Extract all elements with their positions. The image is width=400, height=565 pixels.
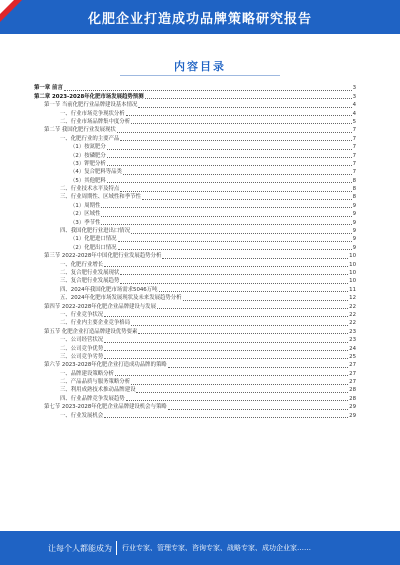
toc-title-underline <box>120 75 280 76</box>
toc-page-number: 22 <box>349 303 356 310</box>
toc-page-number: 9 <box>352 244 356 251</box>
toc-leader-dots <box>107 157 352 158</box>
toc-entry-label: 一、化肥行业的主要产品 <box>60 135 120 142</box>
toc-entry[interactable] <box>34 361 356 369</box>
toc-entry[interactable] <box>34 311 356 319</box>
toc-leader-dots <box>126 400 348 401</box>
toc-entry-label: （1）按氮肥分 <box>70 144 106 151</box>
toc-page-number: 23 <box>349 337 356 344</box>
toc-page-number: 29 <box>349 404 356 411</box>
toc-entry[interactable] <box>34 168 356 176</box>
toc-entry-label: 三、行业周期性、区域性和季节性 <box>60 194 141 201</box>
toc-page-number: 10 <box>349 253 356 260</box>
report-title: 化肥企业打造成功品牌策略研究报告 <box>87 12 312 27</box>
toc-entry-label: 四、行业品牌竞争发展趋势 <box>60 395 125 402</box>
toc-page-number: 9 <box>352 219 356 226</box>
toc-leader-dots <box>104 358 348 359</box>
toc-page-number: 27 <box>349 379 356 386</box>
toc-entry[interactable] <box>34 336 356 344</box>
table-of-contents <box>34 84 356 420</box>
toc-page-number: 3 <box>352 85 356 92</box>
toc-entry[interactable] <box>34 386 356 394</box>
toc-entry-label: （1）周期性 <box>70 202 101 209</box>
toc-entry-label: 二、复合肥行业发展现状 <box>60 269 120 276</box>
toc-entry[interactable] <box>34 143 356 151</box>
toc-entry-label: 三、复合肥行业发展趋势 <box>60 278 120 285</box>
toc-entry-label: 一、化肥行业增长 <box>60 261 104 268</box>
toc-entry-label: （2）区域性 <box>70 211 101 218</box>
toc-leader-dots <box>118 241 352 242</box>
toc-leader-dots <box>159 291 349 292</box>
toc-entry-label: 一、公司经营状况 <box>60 337 104 344</box>
toc-page-number: 7 <box>352 152 356 159</box>
toc-leader-dots <box>136 392 348 393</box>
toc-entry[interactable] <box>34 201 356 209</box>
toc-page-number: 7 <box>352 169 356 176</box>
toc-entry[interactable] <box>34 235 356 243</box>
toc-entry-label: 第六节 2023-2028年化肥企业打造成功品牌的策略 <box>44 362 167 369</box>
toc-entry[interactable] <box>34 369 356 377</box>
toc-leader-dots <box>120 283 348 284</box>
toc-entry[interactable] <box>34 126 356 134</box>
toc-leader-dots <box>120 140 351 141</box>
toc-entry[interactable] <box>34 218 356 226</box>
toc-entry-label: 三、公司竞争劣势 <box>60 353 104 360</box>
toc-leader-dots <box>157 308 348 309</box>
footer-divider <box>116 541 117 555</box>
toc-leader-dots <box>120 191 351 192</box>
toc-entry[interactable] <box>34 353 356 361</box>
toc-leader-dots <box>183 300 349 301</box>
report-footer <box>0 531 400 565</box>
toc-leader-dots <box>145 98 352 99</box>
toc-entry[interactable] <box>34 193 356 201</box>
report-header <box>0 0 400 34</box>
toc-entry-label: 一、品牌建设策略分析 <box>60 370 114 377</box>
toc-page-number: 24 <box>349 345 356 352</box>
toc-page-number: 8 <box>352 194 356 201</box>
toc-page-number: 28 <box>349 387 356 394</box>
toc-entry-label: （1）化肥进口情况 <box>70 236 117 243</box>
toc-entry-label: 五、2024年化肥市场发展现状及未来发展趋势分析 <box>60 295 182 302</box>
toc-leader-dots <box>104 342 348 343</box>
toc-leader-dots <box>138 107 351 108</box>
toc-entry[interactable] <box>34 134 356 142</box>
toc-entry[interactable] <box>34 294 356 302</box>
toc-leader-dots <box>131 325 348 326</box>
toc-leader-dots <box>120 274 348 275</box>
toc-leader-dots <box>138 333 348 334</box>
toc-page-number: 8 <box>352 186 356 193</box>
toc-leader-dots <box>104 316 348 317</box>
toc-leader-dots <box>131 233 351 234</box>
toc-leader-dots <box>115 375 348 376</box>
toc-leader-dots <box>101 216 351 217</box>
toc-entry-label: 二、公司竞争优势 <box>60 345 104 352</box>
toc-page-number: 7 <box>352 160 356 167</box>
toc-leader-dots <box>126 115 352 116</box>
toc-leader-dots <box>142 199 352 200</box>
toc-page-number: 10 <box>349 278 356 285</box>
toc-entry-label: （5）其他肥料 <box>70 177 106 184</box>
toc-page-number: 9 <box>352 228 356 235</box>
toc-entry[interactable] <box>34 411 356 419</box>
toc-entry-label: （3）季节性 <box>70 219 101 226</box>
toc-entry-label: 第三节 2022-2028年中国化肥行业发展趋势分析 <box>44 253 162 260</box>
toc-page-number: 4 <box>352 110 356 117</box>
toc-leader-dots <box>131 384 348 385</box>
toc-entry-label: 一、行业市场竞争现状分析 <box>60 110 125 117</box>
toc-entry-label: （2）化肥出口情况 <box>70 244 117 251</box>
toc-leader-dots <box>168 409 348 410</box>
toc-entry-label: 一、行业竞争状况 <box>60 311 104 318</box>
toc-entry[interactable] <box>34 269 356 277</box>
toc-entry[interactable] <box>34 344 356 352</box>
toc-entry-label: 第一节 当前化肥行业品牌建设基本情况 <box>44 102 138 109</box>
toc-leader-dots <box>117 132 352 133</box>
toc-entry[interactable] <box>34 319 356 327</box>
toc-leader-dots <box>64 90 352 91</box>
toc-page-number: 8 <box>352 177 356 184</box>
toc-leader-dots <box>104 266 348 267</box>
toc-leader-dots <box>101 207 351 208</box>
toc-entry[interactable] <box>34 227 356 235</box>
toc-entry[interactable] <box>34 378 356 386</box>
toc-page-number: 7 <box>352 144 356 151</box>
toc-entry-label: （3）钾肥分析 <box>70 160 106 167</box>
toc-entry-label: 第二章 2023-2028年化肥市场发展趋势预测 <box>34 93 144 100</box>
toc-entry[interactable] <box>34 160 356 168</box>
toc-page-number: 4 <box>352 102 356 109</box>
toc-page-number: 22 <box>349 320 356 327</box>
toc-page-number: 3 <box>352 93 356 100</box>
toc-page-number: 7 <box>352 127 356 134</box>
toc-leader-dots <box>104 417 348 418</box>
toc-entry[interactable] <box>34 327 356 335</box>
toc-entry[interactable] <box>34 285 356 293</box>
toc-entry[interactable] <box>34 84 356 92</box>
toc-entry-label: 四、2024年我国化肥市场需求5046万吨 <box>60 286 158 293</box>
toc-entry-label: 二、行业技术水平及特点 <box>60 186 120 193</box>
toc-entry[interactable] <box>34 210 356 218</box>
toc-leader-dots <box>162 258 348 259</box>
toc-page-number: 22 <box>349 311 356 318</box>
toc-leader-dots <box>107 182 352 183</box>
toc-entry-label: （4）复合肥料等品类 <box>70 169 122 176</box>
toc-entry-label: 二、行业市场品牌集中度分析 <box>60 118 131 125</box>
toc-leader-dots <box>107 165 352 166</box>
toc-entry-label: 第七节 2023-2028年化肥企业品牌建设机会与策略 <box>44 404 167 411</box>
toc-page-number: 27 <box>349 362 356 369</box>
toc-page-number: 10 <box>349 269 356 276</box>
toc-page-number: 25 <box>349 353 356 360</box>
toc-entry-label: （2）按磷肥分 <box>70 152 106 159</box>
toc-leader-dots <box>101 224 351 225</box>
toc-page-number: 12 <box>349 295 356 302</box>
toc-page-number: 10 <box>349 261 356 268</box>
toc-entry[interactable] <box>34 118 356 126</box>
toc-entry[interactable] <box>34 394 356 402</box>
toc-entry[interactable] <box>34 277 356 285</box>
toc-entry[interactable] <box>34 109 356 117</box>
toc-page-number: 9 <box>352 211 356 218</box>
toc-leader-dots <box>118 249 352 250</box>
toc-leader-dots <box>123 174 352 175</box>
toc-entry-label: 第五节 化肥企业打造品牌建设优势要素 <box>44 328 138 335</box>
toc-entry-label: 二、产品品质与服务策略分析 <box>60 379 131 386</box>
toc-page-number: 29 <box>349 412 356 419</box>
toc-leader-dots <box>131 123 351 124</box>
toc-page-number: 5 <box>352 118 356 125</box>
toc-entry[interactable] <box>34 252 356 260</box>
toc-entry[interactable] <box>34 101 356 109</box>
toc-entry-label: 一、行业发展机会 <box>60 412 104 419</box>
toc-title: 内容目录 <box>174 60 226 73</box>
footer-slogan-right: 行业专家、管理专家、咨询专家、战略专家、成功企业家…… <box>122 544 311 552</box>
toc-leader-dots <box>104 350 348 351</box>
toc-page-number: 23 <box>349 328 356 335</box>
toc-entry-label: 二、行业内主要企业竞争格局 <box>60 320 131 327</box>
toc-entry[interactable] <box>34 151 356 159</box>
toc-entry[interactable] <box>34 403 356 411</box>
toc-leader-dots <box>168 367 348 368</box>
toc-page-number: 27 <box>349 370 356 377</box>
toc-page-number: 28 <box>349 395 356 402</box>
toc-page-number: 11 <box>349 286 356 293</box>
footer-slogan-left: 让每个人都能成为 <box>48 544 112 553</box>
toc-entry[interactable] <box>34 176 356 184</box>
toc-entry[interactable] <box>34 185 356 193</box>
toc-entry[interactable] <box>34 260 356 268</box>
toc-entry[interactable] <box>34 302 356 310</box>
toc-leader-dots <box>107 149 352 150</box>
toc-entry-label: 三、利用成熟技术推动品牌建设 <box>60 387 136 394</box>
toc-entry-label: 第二节 我国化肥行业发展现状 <box>44 127 116 134</box>
toc-entry[interactable] <box>34 243 356 251</box>
toc-page-number: 7 <box>352 135 356 142</box>
toc-page-number: 9 <box>352 202 356 209</box>
toc-entry[interactable] <box>34 92 356 100</box>
toc-entry-label: 第四节 2022-2028年化肥企业品牌建设与发展 <box>44 303 156 310</box>
toc-entry-label: 第一章 前言 <box>34 85 63 92</box>
toc-entry-label: 四、我国化肥行业进出口情况 <box>60 228 131 235</box>
toc-page-number: 9 <box>352 236 356 243</box>
